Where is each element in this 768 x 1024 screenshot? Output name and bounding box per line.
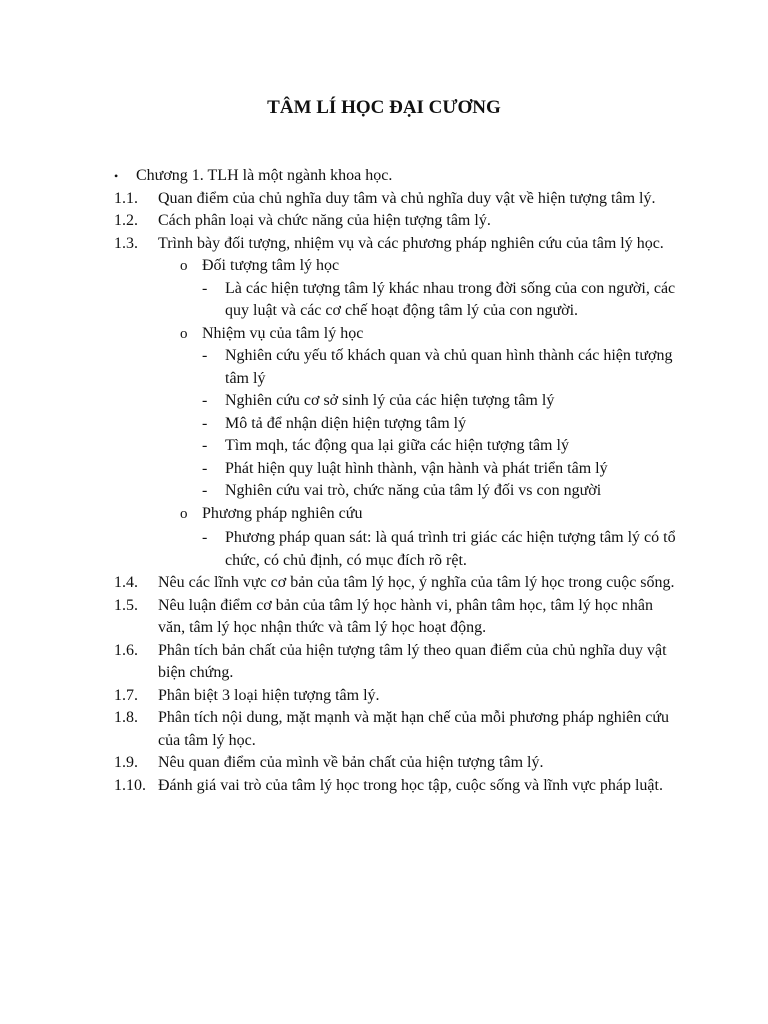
list-item <box>114 233 684 256</box>
list-item <box>114 752 684 775</box>
subsection-label: Đối tượng tâm lý học <box>202 257 340 274</box>
item-number: 1.10. <box>114 776 146 794</box>
subsection-label: Phương pháp nghiên cứu <box>202 504 363 522</box>
circle-marker: o <box>180 325 188 342</box>
dash-marker: - <box>202 437 208 454</box>
dash-marker: - <box>202 414 208 432</box>
dash-marker: - <box>202 529 208 546</box>
item-text: Phân tích bản chất của hiện tượng tâm lý theo quan điểm của chủ nghĩa duy vật biện chứng. <box>158 641 667 681</box>
item-text: Trình bày đối tượng, nhiệm vụ và các phương pháp nghiên cứu của tâm lý học. <box>158 234 664 252</box>
point-text: Tìm mqh, tác động qua lại giữa các hiện tượng tâm lý <box>225 437 569 454</box>
point-text: Là các hiện tượng tâm lý khác nhau trong đời sống của con người, các quy luật và các cơ chế hoạt động tâm lý của con người. <box>225 279 676 319</box>
chapter-heading <box>114 165 684 188</box>
dash-marker: - <box>202 347 208 364</box>
dash-marker: - <box>202 392 208 409</box>
point-text: Nghiên cứu cơ sở sinh lý của các hiện tượng tâm lý <box>225 392 555 409</box>
item-text: Nêu luận điểm cơ bản của tâm lý học hành vi, phân tâm học, tâm lý học nhân văn, tâm lý học nhận thức và tâm lý học hoạt động. <box>158 596 653 636</box>
list-item <box>114 640 684 685</box>
item-number: 1.1. <box>114 189 138 207</box>
bullet-marker: • <box>114 169 119 183</box>
subsection-heading <box>180 255 684 278</box>
dash-point <box>202 413 684 436</box>
point-text: Mô tả để nhận diện hiện tượng tâm lý <box>225 414 467 432</box>
list-item <box>114 188 684 211</box>
point-text: Phương pháp quan sát: là quá trình tri giác các hiện tượng tâm lý có tổ chức, có chủ định, có mục đích rõ rệt. <box>225 529 676 569</box>
item-text: Phân biệt 3 loại hiện tượng tâm lý. <box>158 686 380 704</box>
subsection-heading <box>180 323 684 346</box>
item-number: 1.2. <box>114 212 138 229</box>
circle-marker: o <box>180 258 188 274</box>
subsection-label: Nhiệm vụ của tâm lý học <box>202 324 364 342</box>
page-title: TÂM LÍ HỌC ĐẠI CƯƠNG <box>267 97 501 118</box>
chapter-text: Chương 1. TLH là một ngành khoa học. <box>136 167 393 184</box>
dash-point <box>202 527 684 572</box>
dash-marker: - <box>202 482 208 499</box>
dash-point <box>202 345 684 390</box>
item-number: 1.3. <box>114 234 138 252</box>
dash-point <box>202 390 684 413</box>
item-number: 1.7. <box>114 686 138 704</box>
point-text: Nghiên cứu yếu tố khách quan và chủ quan hình thành các hiện tượng tâm lý <box>225 347 673 387</box>
item-number: 1.6. <box>114 641 138 659</box>
document-body <box>114 165 684 797</box>
list-item <box>114 707 684 752</box>
list-item <box>114 685 684 708</box>
dash-point <box>202 278 684 323</box>
item-text: Cách phân loại và chức năng của hiện tượng tâm lý. <box>158 212 491 229</box>
circle-marker: o <box>180 505 188 522</box>
subsection-heading <box>180 503 684 526</box>
item-text: Nêu các lĩnh vực cơ bản của tâm lý học, ý nghĩa của tâm lý học trong cuộc sống. <box>158 574 675 591</box>
item-text: Phân tích nội dung, mặt mạnh và mặt hạn chế của mỗi phương pháp nghiên cứu của tâm lý học. <box>158 709 670 749</box>
dash-marker: - <box>202 459 208 477</box>
dash-point <box>202 480 684 503</box>
dash-point <box>202 435 684 458</box>
dash-marker: - <box>202 279 208 297</box>
point-text: Nghiên cứu vai trò, chức năng của tâm lý đối vs con người <box>225 482 602 499</box>
list-item <box>114 572 684 595</box>
item-text: Nêu quan điểm của mình về bản chất của hiện tượng tâm lý. <box>158 754 544 771</box>
item-number: 1.5. <box>114 596 138 614</box>
item-text: Quan điểm của chủ nghĩa duy tâm và chủ nghĩa duy vật về hiện tượng tâm lý. <box>158 189 656 207</box>
list-item <box>114 210 684 233</box>
list-item <box>114 775 684 798</box>
item-number: 1.9. <box>114 754 138 771</box>
item-number: 1.8. <box>114 709 138 726</box>
point-text: Phát hiện quy luật hình thành, vận hành và phát triển tâm lý <box>225 459 608 477</box>
dash-point <box>202 458 684 481</box>
item-number: 1.4. <box>114 574 138 591</box>
item-text: Đánh giá vai trò của tâm lý học trong học tập, cuộc sống và lĩnh vực pháp luật. <box>158 776 663 794</box>
list-item <box>114 595 684 640</box>
